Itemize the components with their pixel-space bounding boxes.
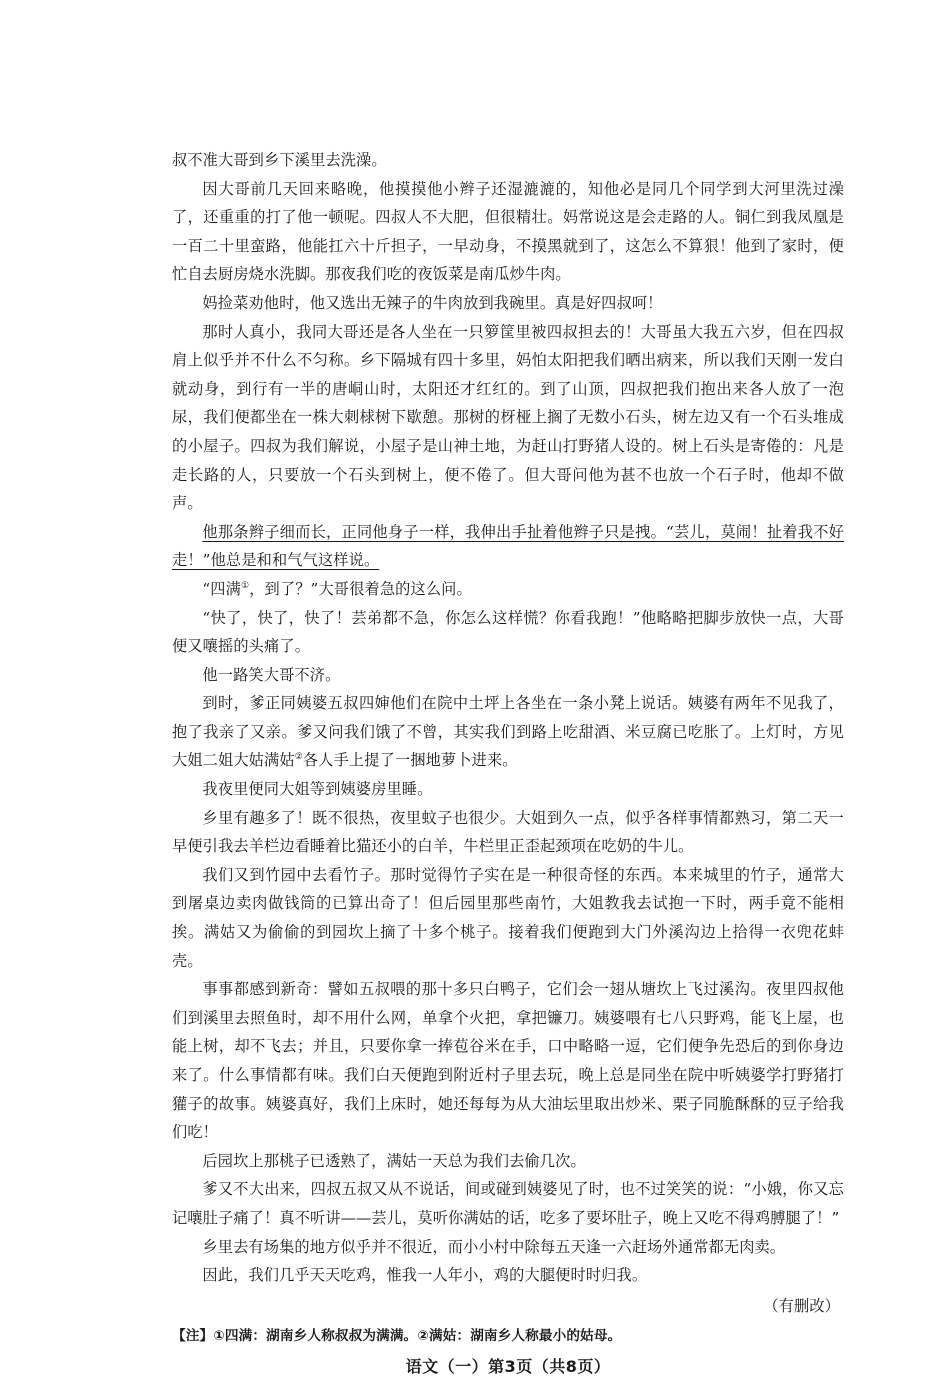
footnote-marker-1: ① [240, 580, 250, 591]
paragraph-9 [172, 689, 844, 775]
paragraph-11: 乡里有趣多了！既不很热，夜里蚊子也很少。大姐到久一点，似乎各样事情都熟习，第二天一早便引我去羊栏边看睡着比猫还小的白羊，牛栏里正歪起颈项在吃奶的牛儿。 [172, 808, 844, 856]
paragraph-17: 因此，我们几乎天天吃鸡，惟我一人年小，鸡的大腿便时时归我。 [202, 1266, 648, 1285]
paragraph-2: 因大哥前几天回来略晚，他摸摸他小辫子还湿漉漉的，知他必是同几个同学到大河里洗过澡了，还重重的打了他一顿呢。四叔人不大肥，但很精壮。妈常说这是会走路的人。铜仁到我凤凰是一百二十里蛮路，他能扛六十斤担子，一早动身，不摸黑就到了，这怎么不算狠！他到了家时，便忙自去厨房烧水洗脚。那夜我们吃的夜饭菜是南瓜炒牛肉。 [172, 179, 844, 284]
paragraph-14: 后园坎上那桃子已透熟了，满姑一天总为我们去偷几次。 [202, 1151, 586, 1170]
paragraph-6 [172, 575, 844, 604]
paragraph-7: “快了，快了，快了！芸弟都不急，你怎么这样慌？你看我跑！”他略略把脚步放快一点，大哥便又嚷摇的头痛了。 [172, 608, 844, 656]
quote-part-1: “四满 [202, 579, 241, 598]
paragraph-12: 我们又到竹园中去看竹子。那时觉得竹子实在是一种很奇怪的东西。本来城里的竹子，通常大到屠桌边卖肉做钱筒的已算出奇了！但后园里那些南竹，大姐教我去试抱一下时，两手竟不能相挨。满姑又为偷偷的到园坎上摘了十多个桃子。接着我们便跑到大门外溪沟边上拾得一衣兜花蚌壳。 [172, 865, 844, 970]
paragraph-13: 事事都感到新奇：譬如五叔喂的那十多只白鸭子，它们会一翅从塘坎上飞过溪沟。夜里四叔他们到溪里去照鱼时，却不用什么网，单拿个火把，拿把镰刀。姨婆喂有七八只野鸡，能飞上屋，也能上树，却不飞去；并且，只要你拿一捧苞谷米在手，口中略略一逗，它们便争先恐后的到你身边来了。什么事情都有味。我们白天便跑到附近村子里去玩，晚上总是同坐在院中听姨婆学打野猪打獾子的故事。姨婆真好，我们上床时，她还每每为从大油坛里取出炒米、栗子同脆酥酥的豆子给我们吃！ [172, 980, 844, 1142]
arrival-text: 到时，爹正同姨婆五叔四婶他们在院中土坪上各坐在一条小凳上说话。姨婆有两年不见我了，抱了我亲了又亲。爹又问我们饿了不曾，其实我们到路上吃甜酒、米豆腐已吃胀了。上灯时，方见大姐二姐大姑满姑 [172, 694, 844, 770]
page-content [172, 146, 844, 1382]
footnote-marker-2: ② [294, 752, 303, 763]
page-footer: 语文（一）第3页（共8页） [405, 1356, 611, 1376]
arrival-text-end: 各人手上提了一捆地萝卜进来。 [302, 751, 518, 770]
paragraph-5-underlined: 他那条辫子细而长，正同他身子一样，我伸出手扯着他辫子只是拽。“芸儿，莫闹！扯着我不好走！”他总是和和气气这样说。 [172, 522, 844, 570]
source-note: （有删改） [763, 1296, 840, 1315]
paragraph-8: 他一路笑大哥不济。 [202, 665, 341, 684]
footnote: 【注】①四满：湖南乡人称叔叔为满满。②满姑：湖南乡人称最小的姑母。 [172, 1328, 622, 1345]
paragraph-10: 我夜里便同大姐等到姨婆房里睡。 [202, 780, 433, 799]
paragraph-15: 爹又不大出来，四叔五叔又从不说话，间或碰到姨婆见了时，也不过笑笑的说：“小娥，你又忘记嚷肚子痛了！真不听讲——芸儿，莫听你满姑的话，吃多了要坏肚子，晚上又吃不得鸡膊腿了！” [172, 1180, 844, 1227]
paragraph-3: 妈捡菜劝他时，他又选出无辣子的牛肉放到我碗里。真是好四叔呵！ [202, 293, 663, 312]
paragraph-4: 那时人真小，我同大哥还是各人坐在一只箩筐里被四叔担去的！大哥虽大我五六岁，但在四叔肩上似乎并不什么不匀称。乡下隔城有四十多里，妈怕太阳把我们晒出病来，所以我们天刚一发白就动身，到行有一半的唐峒山时，太阳还才红红的。到了山顶，四叔把我们抱出来各人放了一泡尿，我们便都坐在一株大刺梂树下歇憩。那树的枒桠上搁了无数小石头，树左边又有一个石头堆成的小屋子。四叔为我们解说，小屋子是山神土地，为赶山打野猪人设的。树上石头是寄倦的：凡是走长路的人，只要放一个石头到树上，便不倦了。但大哥问他为甚不也放一个石子时，他却不做声。 [172, 322, 844, 513]
paragraph-1: 叔不准大哥到乡下溪里去洗澡。 [172, 151, 387, 169]
quote-part-2: ，到了？”大哥很着急的这么问。 [249, 579, 472, 598]
paragraph-16: 乡里去有场集的地方似乎并不很近，而小小村中除每五天逢一六赶场外通常都无肉卖。 [202, 1237, 786, 1256]
